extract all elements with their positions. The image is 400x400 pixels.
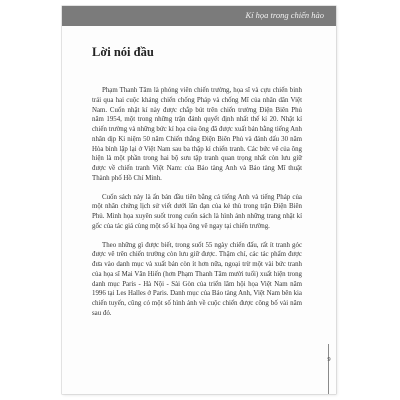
paragraph-2: Cuốn sách này là ấn bản đầu tiên bằng cả tiếng Anh và tiếng Pháp của một nhân chứng lịch sử viết dưới lăn đạn của kẻ thù trong trận Điện Biên Phủ. Minh họa xuyên suốt trong cuốn sách là hình ảnh những trang nhật kí gốc của tác giả cùng một số kí họa ông vẽ ngay tại chiến trường.	[92, 193, 302, 230]
page-number: 9	[327, 356, 331, 363]
paragraph-3: Theo những gì được biết, trong suốt 55 ngày chiến đấu, rất ít tranh góc được vẽ trên chiến trường còn lưu giữ được. Thậm chí, các tác phẩm được đưa vào danh mục và xuất bản còn ít hơn nữa, ngoại trừ một vài bức tranh của họa sĩ Mai Văn Hiến (hơn Phạm Thanh Tâm mười tuổi) xuất hiện trong danh mục Paris - Hà Nội - Sài Gòn của triển lãm hội họa Việt Nam năm 1996 tại Les Halles ở Paris. Danh mục của Bảo tàng Anh, Việt Nam bên kia chiến tuyến, cũng có một số hình ảnh về cuộc chiến được công bố vài năm sau đó.	[92, 241, 302, 317]
page-title: Lời nói đầu	[92, 45, 154, 59]
header-band	[62, 6, 336, 26]
running-title: Kí họa trong chiến hào	[245, 10, 324, 20]
body-text	[92, 86, 302, 319]
margin-rule	[328, 344, 329, 394]
book-page	[62, 6, 336, 394]
paragraph-1: Phạm Thanh Tâm là phóng viên chiến trường, họa sĩ và cựu chiến binh trải qua hai cuộc kháng chiến chống Pháp và chống Mĩ của nhân dân Việt Nam. Cuốn nhật kí này được chắp bút trên chiến trường Điện Biên Phủ năm 1954, một trong những trận đánh quyết định nhất thế kỉ 20. Nhật kí chiến trường và những bức kí họa của ông đã được xuất bản bằng tiếng Anh nhân dịp Kỉ niệm 50 năm Chiến thắng Điện Biên Phủ và đánh dấu 30 năm Hòa bình lập lại ở Việt Nam sau ba thập kỉ chiến tranh. Các bức vẽ của ông hiện là một phần trong hai bộ sưu tập tranh quan trọng nhất còn lưu giữ được về chiến tranh Việt Nam: của Bảo tàng Anh và Bảo tàng Mĩ thuật Thành phố Hồ Chí Minh.	[92, 87, 302, 182]
